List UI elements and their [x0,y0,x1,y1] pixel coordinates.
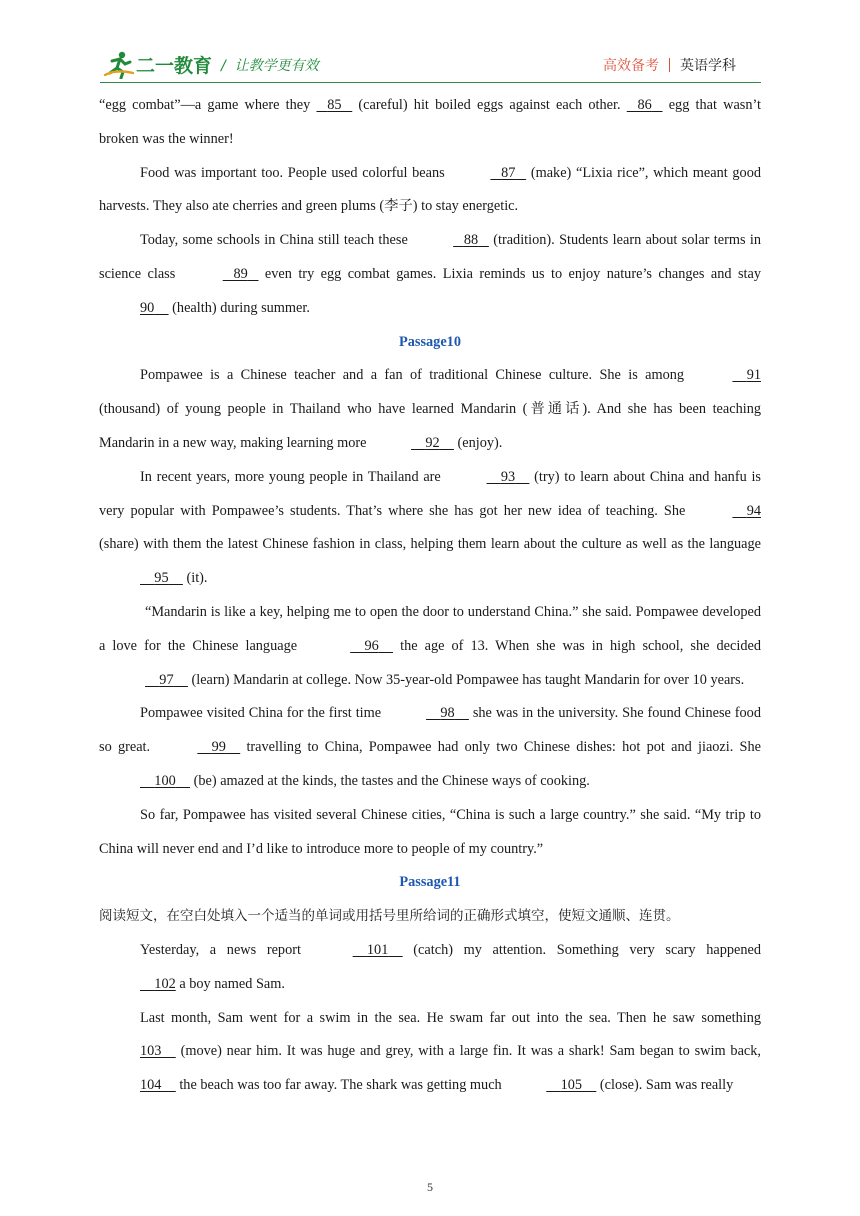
blank-96: 96 [364,637,379,654]
header-right [603,55,736,75]
text: (try) to learn about China and hanfu is very popular with Pompawee’s students. That’s where she has got her new idea of teaching. She [99,468,761,519]
blank-90: 90 [140,299,155,316]
slogan-text: 让教学更有效 [234,58,319,74]
blank-99: 99 [211,739,226,756]
slogan [221,55,319,75]
text: (careful) hit boiled eggs against each other. [352,97,627,113]
paragraph [99,461,761,596]
instructions: 阅读短文，在空白处填入一个适当的单词或用括号里所给词的正确形式填空，使短文通顺、连贯。 [99,908,680,925]
blank-92: 92 [425,434,440,451]
text: In recent years, more young people in Thailand are [140,468,446,485]
text: egg that wasn’t broken was the winner! [99,97,761,147]
text: (make) “Lixia rice”, which meant good harvests. They also ate cherries and green plums (李子) to stay energetic. [99,164,761,215]
blank-101: 101 [366,941,389,958]
blank-100: 100 [154,772,176,789]
blank-91: 91 [746,367,761,384]
blank-86: 86 [637,97,652,113]
blank-98: 98 [440,705,455,722]
blank-89: 89 [233,265,248,282]
header-rule [100,82,761,83]
text: a boy named Sam. [179,975,285,992]
passage-title: Passage10 [399,333,461,350]
paragraph [99,89,761,157]
text: (learn) Mandarin at college. Now 35-year-old Pompawee has taught Mandarin for over 10 years. [187,671,745,688]
blank-93: 93 [500,468,516,485]
text: Yesterday, a news report [140,941,312,958]
exam-prep-label: 高效备考 [603,58,659,74]
document-body [99,89,761,1103]
logo-text: 二一教育 [136,54,213,77]
blank-95: 95 [154,570,169,587]
text: travelling to China, Pompawee had only two Chinese dishes: hot pot and jiaozi. She [240,739,762,756]
paragraph [99,596,761,697]
blank-94: 94 [746,502,761,519]
text: Pompawee visited China for the first time [140,705,386,722]
text: (enjoy). [453,434,503,451]
paragraph [99,697,761,798]
runner-logo-icon [104,49,134,79]
text: she was in the university. She found Chinese food so great. [99,705,761,756]
slogan-separator: / [221,58,226,74]
text: (tradition). Students learn about solar terms in science class [99,232,761,282]
text: Pompawee is a Chinese teacher and a fan of traditional Chinese culture. She is among [140,367,692,384]
blank-85: 85 [327,97,342,113]
text: “egg combat”—a game where they [99,97,317,113]
text: (move) near him. It was huge and grey, with a large fin. It was a shark! Sam began to swim back, [175,1043,761,1060]
paragraph [99,1002,761,1103]
text: even try egg combat games. Lixia reminds us to enjoy nature’s changes and stay [258,265,761,282]
blank-102: 102 [154,975,176,992]
text: (close). Sam was really [596,1077,734,1094]
passage-title: Passage11 [399,874,461,891]
text: (it). [182,570,208,587]
brand-logo [104,48,212,80]
text: Today, some schools in China still teach these [140,232,413,249]
header-divider [669,58,670,72]
blank-103: 103 [140,1043,162,1060]
blank-88: 88 [463,232,479,249]
blank-105: 105 [560,1077,583,1094]
page-number: 5 [427,1180,433,1194]
blank-97: 97 [159,671,174,688]
text: Food was important too. People used colorful beans [140,164,450,181]
text: the beach was too far away. The shark was getting much [175,1077,506,1094]
text: “Mandarin is like a key, helping me to open the door to understand China.” she said. Pompawee developed a love for the Chinese language [99,603,761,654]
subject-label: 英语学科 [680,58,736,74]
paragraph [99,224,761,325]
text: (catch) my attention. Something very scary happened [402,941,761,958]
text: the age of 13. When she was in high school, she decided [393,637,761,654]
blank-104: 104 [140,1077,162,1094]
page-header [0,0,860,86]
text: Last month, Sam went for a swim in the sea. He swam far out into the sea. Then he saw something [140,1009,761,1026]
paragraph [99,359,761,460]
blank-87: 87 [501,164,516,181]
paragraph: So far, Pompawee has visited several Chinese cities, “China is such a large country.” she said. “My trip to China will never end and I’d like to introduce more to people of my country.” [99,806,761,857]
text: (be) amazed at the kinds, the tastes and the Chinese ways of cooking. [190,772,590,789]
text: (share) with them the latest Chinese fashion in class, helping them learn about the culture as well as the language [99,536,761,553]
text: (health) during summer. [168,299,310,316]
paragraph [99,934,761,1002]
text: (thousand) of young people in Thailand who have learned Mandarin (普通话). And she has been teaching Mandarin in a new way, making learning more [99,401,761,451]
paragraph [99,157,761,225]
